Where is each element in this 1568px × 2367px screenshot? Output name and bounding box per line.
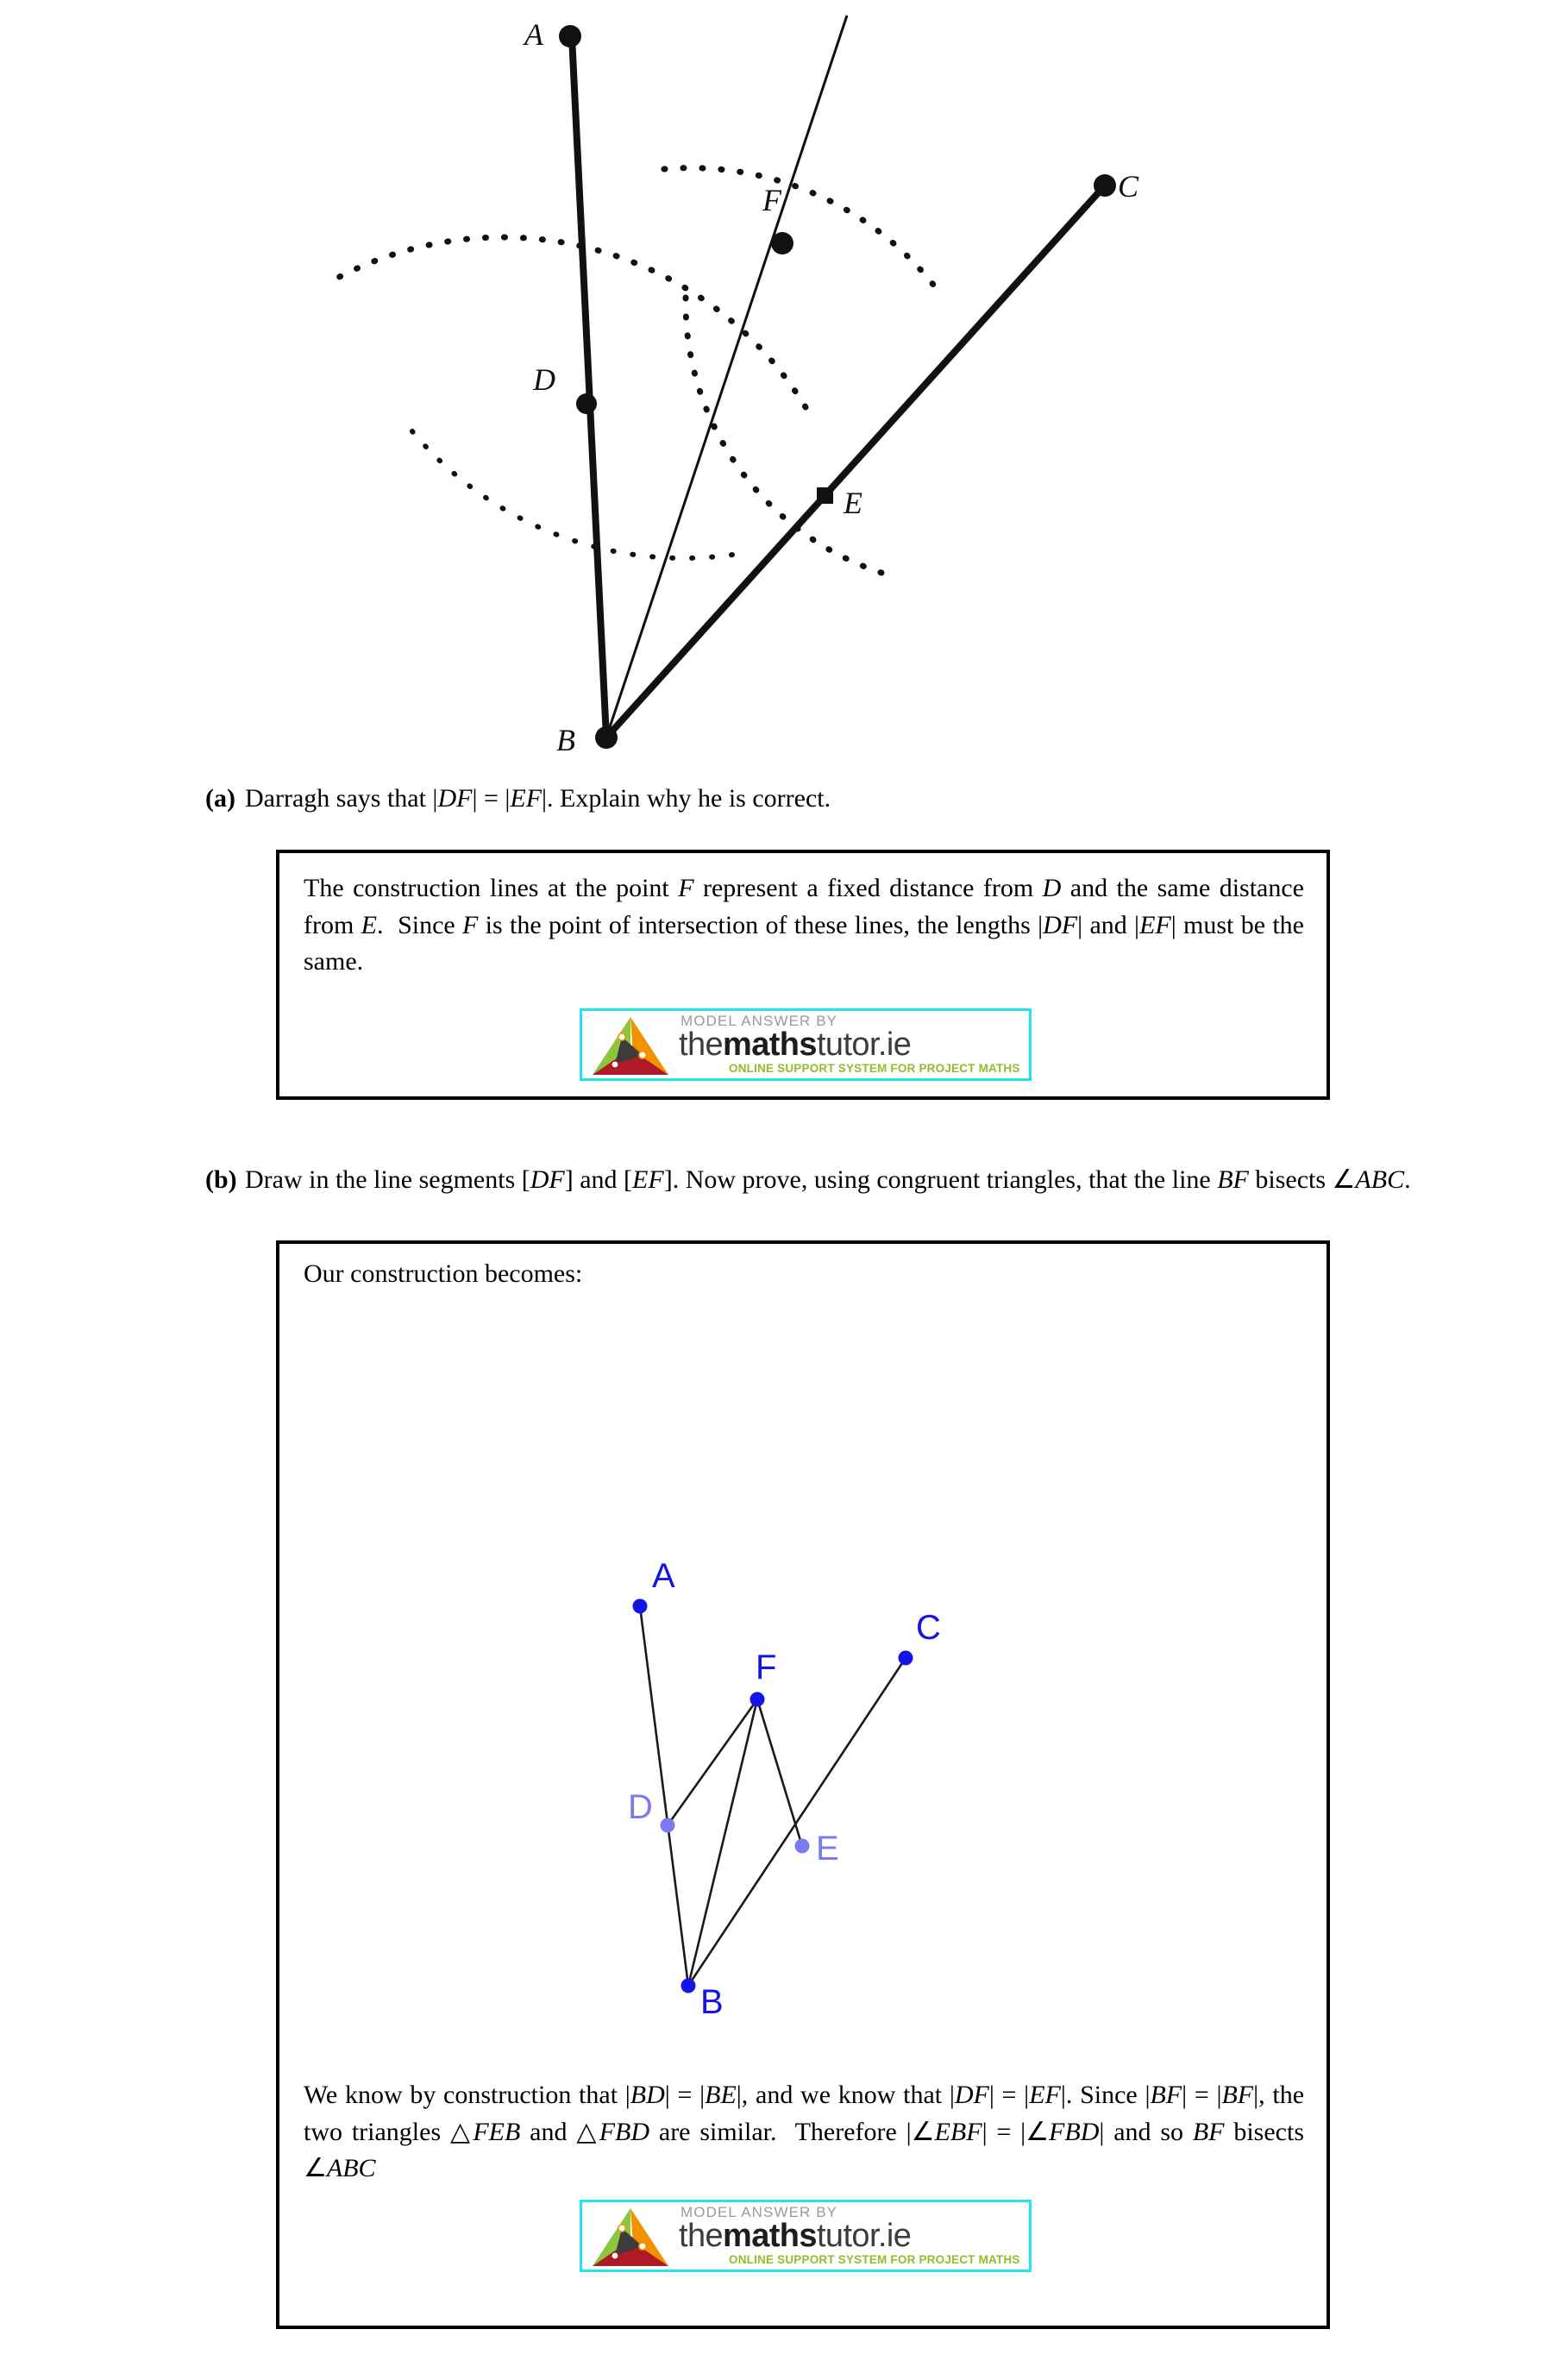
- arc-from-B: [412, 431, 749, 558]
- logo-word-maths: maths: [723, 1027, 817, 1063]
- bottom-construction-figure: [302, 1296, 1302, 2072]
- point-d-dot: [661, 1818, 675, 1833]
- ray-bc: [606, 185, 1105, 738]
- label-c: C: [916, 1609, 941, 1647]
- logo-node-right: [639, 1052, 646, 1058]
- themathstutor-logo-a: [580, 1008, 1032, 1081]
- logo-text-block: [679, 2205, 1024, 2265]
- bottom-figure-svg: [302, 1296, 1302, 2072]
- part-a-label: (a): [205, 784, 235, 813]
- logo-node-left: [612, 1061, 618, 1068]
- segment-bc: [688, 1658, 906, 1986]
- logo-node-top: [618, 1033, 625, 1040]
- logo-kicker: MODEL ANSWER BY: [681, 1013, 838, 1029]
- ray-ba: [572, 36, 606, 738]
- point-c-dot: [1094, 174, 1116, 197]
- question-part-b: [205, 1163, 1421, 1198]
- point-c-dot: [899, 1651, 913, 1666]
- arc-centre-e: [686, 298, 881, 573]
- point-b-dot: [681, 1979, 696, 1993]
- answer-b-text: We know by construction that |BD| = |BE|, and we know that |DF| = |EF|. Since |BF| = |BF|, the two triangles △FEB and △FBD are similar. Therefore |∠EBF| = |∠FBD| and so BF bisects ∠ABC: [304, 2081, 1305, 2183]
- logo-triangle-mark: [589, 2206, 672, 2270]
- segment-df: [668, 1699, 757, 1825]
- label-d: D: [628, 1788, 653, 1826]
- part-a-text: Darragh says that |DF| = |EF|. Explain why he is correct.: [245, 784, 831, 813]
- point-e-dot: [795, 1839, 810, 1854]
- bisector-ray-bf: [606, 16, 847, 738]
- label-a: A: [524, 17, 543, 52]
- label-f: F: [762, 183, 781, 217]
- logo-word-the: the: [679, 2218, 724, 2254]
- logo-tagline: ONLINE SUPPORT SYSTEM FOR PROJECT MATHS: [729, 1061, 1020, 1075]
- top-figure-svg: [0, 0, 1568, 768]
- answer-a-text: The construction lines at the point F represent a fixed distance from D and the same distance from E. Since F is the point of intersection of these lines, the lengths |DF| and |EF| must be the same.: [304, 874, 1304, 976]
- logo-word-tutor: tutor.ie: [816, 1027, 912, 1063]
- construction-arcs: [412, 404, 888, 562]
- top-construction-figure: [0, 0, 1568, 768]
- arc-centre-B: [421, 404, 888, 562]
- logo-tagline: ONLINE SUPPORT SYSTEM FOR PROJECT MATHS: [729, 2252, 1020, 2266]
- logo-node-right: [639, 2243, 646, 2250]
- label-a: A: [652, 1557, 675, 1595]
- arc-centre-d: [664, 168, 937, 289]
- label-c: C: [1118, 169, 1139, 204]
- point-b-dot: [595, 726, 618, 749]
- point-f-dot: [771, 232, 793, 254]
- logo-wordmark: [679, 1028, 1024, 1062]
- part-b-label: (b): [205, 1165, 237, 1194]
- point-e-dot: [817, 487, 833, 504]
- logo-word-the: the: [679, 1027, 724, 1063]
- label-b: B: [556, 723, 575, 757]
- logo-kicker: MODEL ANSWER BY: [681, 2204, 838, 2220]
- arc-b-through-de: [325, 237, 806, 407]
- themathstutor-logo-b: [580, 2200, 1032, 2272]
- point-d-dot: [576, 393, 597, 414]
- logo-node-left: [612, 2252, 618, 2259]
- question-part-a: [205, 782, 1413, 817]
- construction-caption: Our construction becomes:: [304, 1259, 583, 1288]
- point-a-dot: [559, 25, 581, 47]
- point-f-dot: [750, 1692, 765, 1707]
- part-b-text: Draw in the line segments [DF] and [EF]. Now prove, using congruent triangles, that the line BF bisects ∠ABC.: [245, 1165, 1411, 1194]
- label-e: E: [816, 1830, 839, 1868]
- logo-triangle-mark: [589, 1014, 672, 1078]
- label-f: F: [756, 1648, 777, 1686]
- segment-bf: [688, 1699, 757, 1986]
- answer-box-a: [276, 850, 1330, 1100]
- segment-ef: [757, 1699, 802, 1846]
- point-a-dot: [633, 1599, 648, 1614]
- label-e: E: [844, 486, 862, 520]
- label-d: D: [533, 362, 555, 397]
- logo-node-top: [618, 2225, 625, 2232]
- logo-wordmark: [679, 2219, 1024, 2253]
- logo-word-maths: maths: [723, 2218, 817, 2254]
- logo-text-block: [679, 1014, 1024, 1074]
- answer-box-b: [276, 1240, 1330, 2329]
- logo-word-tutor: tutor.ie: [816, 2218, 912, 2254]
- label-b: B: [700, 1983, 724, 2021]
